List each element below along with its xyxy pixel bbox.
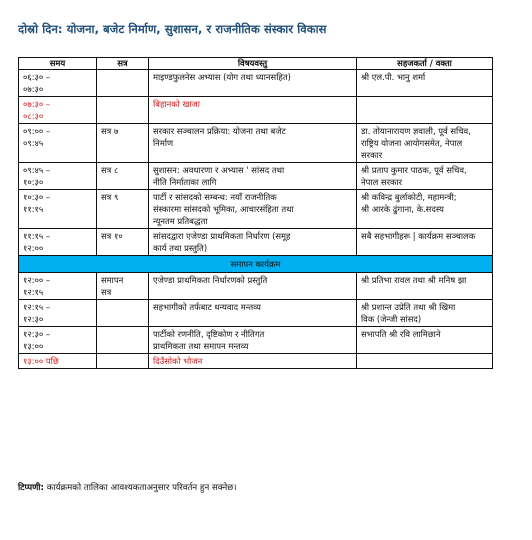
speaker-cell (357, 163, 493, 190)
topic-cell (149, 97, 357, 124)
footnote-label: टिप्पणी: (18, 483, 44, 493)
session-cell (97, 190, 149, 229)
topic-cell (149, 300, 357, 327)
speaker-cell (357, 97, 493, 124)
session-cell (97, 163, 149, 190)
topic-cell-line: सुशासन: अवधारणा र अभ्यास ' सांसद तथा (153, 165, 285, 175)
topic-cell (149, 327, 357, 354)
time-cell-line: १२:०० (23, 243, 44, 253)
topic-cell (149, 190, 357, 229)
topic-cell-line: दिउँसोको भोजन (153, 356, 203, 366)
column-header-time: समय (19, 58, 97, 70)
speaker-cell-line: श्री प्रशान्त उप्रेति तथा श्री खिमा (361, 302, 456, 312)
time-cell-line: ०९:४५ (23, 138, 44, 148)
topic-cell-line: पार्टीको रणनीति, दृष्टिकोण र नीतिगत (153, 329, 265, 339)
topic-cell-line: बिहानको खाजा (153, 99, 200, 109)
session-cell (97, 70, 149, 97)
time-cell-line: १२:३० (23, 314, 44, 324)
speaker-cell-line: श्री प्रतिभा रावल तथा श्री मनिष झा (361, 275, 467, 285)
table-row (19, 327, 493, 354)
topic-cell-line: सांसदद्वारा एजेण्डा प्राथमिकता निर्धारण (समूह (153, 231, 291, 241)
table-row (19, 354, 493, 369)
session-cell-line: सत्र ७ (101, 126, 119, 136)
topic-cell-line: एजेण्डा प्राथमिकता निर्धारणको प्रस्तुति (153, 275, 268, 285)
session-cell-line: सत्र ८ (101, 165, 119, 175)
topic-cell (149, 354, 357, 369)
topic-cell-line: न्यूनतम प्रतिबद्धता (153, 216, 208, 226)
session-cell-line: सत्र (101, 287, 112, 297)
session-cell (97, 354, 149, 369)
schedule-table (18, 57, 493, 369)
closing-program-label: समापन कार्यक्रम (19, 256, 493, 273)
table-row (19, 97, 493, 124)
topic-cell (149, 273, 357, 300)
topic-cell-line: कार्य तथा प्रस्तुति) (153, 243, 208, 253)
speaker-cell-line: श्री आरके ढुंगाना, के.सदस्य (361, 204, 444, 214)
speaker-cell-line: श्री प्रताप कुमार पाठक, पूर्व सचिव, (361, 165, 467, 175)
topic-cell-line: पार्टी र सांसदको सम्बन्ध: नयाँ राजनीतिक (153, 192, 277, 202)
time-cell (19, 229, 97, 256)
speaker-cell-line: सभापति श्री रवि लामिछाने (361, 329, 441, 339)
speaker-cell (357, 273, 493, 300)
speaker-cell-line: नेपाल सरकार (361, 177, 403, 187)
time-cell-line: ०९:०० – (23, 126, 51, 136)
session-cell (97, 327, 149, 354)
table-row (19, 163, 493, 190)
topic-cell (149, 124, 357, 163)
table-row (19, 124, 493, 163)
speaker-cell (357, 190, 493, 229)
time-cell (19, 190, 97, 229)
speaker-cell (357, 229, 493, 256)
speaker-cell-line: विक (जेन्जी सांसद) (361, 314, 422, 324)
speaker-cell-line: सबै सहभागीहरू | कार्यक्रम सञ्चालक (361, 231, 476, 241)
time-cell-line: ०७:३० (23, 84, 44, 94)
speaker-cell (357, 300, 493, 327)
topic-cell-line: सहभागीको तर्फबाट धन्यवाद मन्तव्य (153, 302, 261, 312)
column-header-topic: विषयवस्तु (149, 58, 357, 70)
topic-cell (149, 229, 357, 256)
time-cell-line: १२:०० – (23, 275, 51, 285)
table-row (19, 300, 493, 327)
session-cell-line: समापन (101, 275, 124, 285)
time-cell-line: १३:०० (23, 341, 44, 351)
time-cell (19, 97, 97, 124)
closing-program-band (19, 256, 493, 273)
time-cell (19, 124, 97, 163)
session-cell-line: सत्र १० (101, 231, 123, 241)
time-cell-line: १३:०० पछि (23, 356, 59, 366)
footnote (18, 481, 237, 493)
time-cell-line: ०७:३० – (23, 99, 51, 109)
table-header-row (19, 58, 493, 70)
table-row (19, 190, 493, 229)
topic-cell-line: माइण्डफुलनेस अभ्यास (योग तथा ध्यानसहित) (153, 72, 291, 82)
topic-cell-line: सरकार सञ्चालन प्रक्रिया: योजना तथा बजेट (153, 126, 286, 136)
time-cell (19, 70, 97, 97)
speaker-cell (357, 327, 493, 354)
schedule-rows-after (19, 273, 493, 369)
session-cell (97, 300, 149, 327)
page-heading: दोस्रो दिन: योजना, बजेट निर्माण, सुशासन, र राजनीतिक संस्कार विकास (18, 22, 327, 36)
time-cell (19, 163, 97, 190)
speaker-cell-line: श्री कविन्द्र बुर्लाकोटी, महामन्त्री; (361, 192, 457, 202)
time-cell (19, 354, 97, 369)
time-cell-line: १२:१५ – (23, 302, 51, 312)
topic-cell-line: नीति निर्माताका लागि (153, 177, 217, 187)
time-cell-line: ०९:४५ – (23, 165, 51, 175)
speaker-cell (357, 124, 493, 163)
time-cell (19, 327, 97, 354)
table-row (19, 273, 493, 300)
speaker-cell-line: श्री एल.पी. भानु शर्मा (361, 72, 426, 82)
speaker-cell-line: राष्ट्रिय योजना आयोगसमेत, नेपाल (361, 138, 463, 148)
time-cell (19, 300, 97, 327)
time-cell-line: ०८:३० (23, 111, 44, 121)
session-cell (97, 273, 149, 300)
speaker-cell (357, 70, 493, 97)
topic-cell-line: प्राथमिकता तथा समापन मन्तव्य (153, 341, 249, 351)
column-header-speaker: सहजकर्ता / वक्ता (357, 58, 493, 70)
table-row (19, 70, 493, 97)
speaker-cell (357, 354, 493, 369)
time-cell-line: ११:१५ – (23, 231, 51, 241)
time-cell-line: १०:३० – (23, 192, 51, 202)
time-cell-line: ०६:३० – (23, 72, 51, 82)
time-cell (19, 273, 97, 300)
schedule-rows-before (19, 70, 493, 256)
speaker-cell-line: डा. तोयानारायण ज्ञवाली, पूर्व सचिव, (361, 126, 471, 136)
time-cell-line: १२:१५ (23, 287, 44, 297)
session-cell-line: सत्र ९ (101, 192, 119, 202)
column-header-session: सत्र (97, 58, 149, 70)
session-cell (97, 229, 149, 256)
topic-cell-line: संस्कारमा सांसदको भूमिका, आचारसंहिता तथा (153, 204, 294, 214)
topic-cell-line: निर्माण (153, 138, 174, 148)
footnote-text: कार्यक्रमको तालिका आवश्यकताअनुसार परिवर्तन हुन सक्नेछ। (43, 483, 237, 493)
session-cell (97, 97, 149, 124)
session-cell (97, 124, 149, 163)
time-cell-line: १२:३० – (23, 329, 51, 339)
table-row (19, 229, 493, 256)
time-cell-line: ११:१५ (23, 204, 44, 214)
time-cell-line: १०:३० (23, 177, 44, 187)
speaker-cell-line: सरकार (361, 150, 383, 160)
topic-cell (149, 163, 357, 190)
topic-cell (149, 70, 357, 97)
